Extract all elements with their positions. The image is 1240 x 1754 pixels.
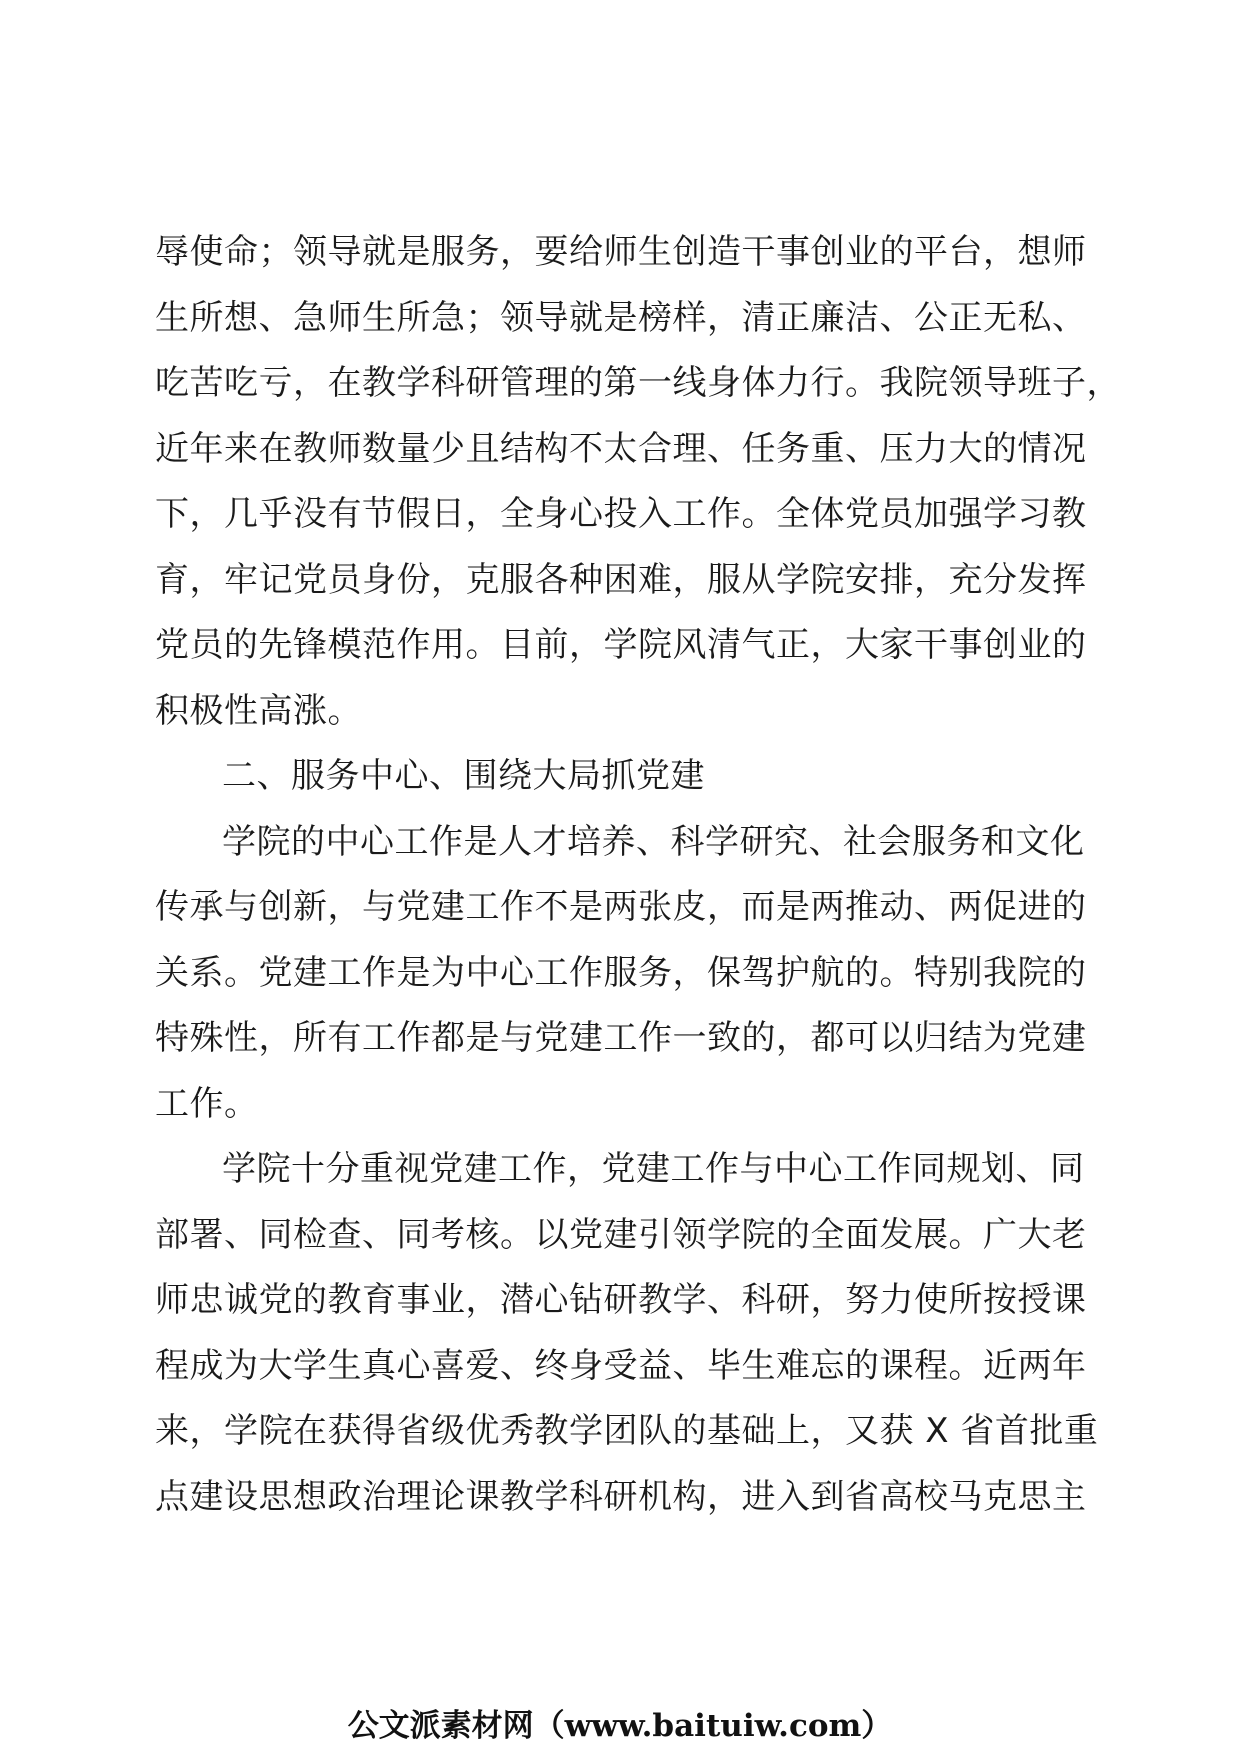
- text-line: 下，几乎没有节假日，全身心投入工作。全体党员加强学习教: [155, 494, 1087, 534]
- text-line: 生所想、急师生所急；领导就是榜样，清正廉洁、公正无私、: [155, 297, 1087, 338]
- text-line: 师忠诚党的教育事业，潜心钻研教学、科研，努力使所按授课: [155, 1280, 1087, 1320]
- text-line: 关系。党建工作是为中心工作服务，保驾护航的。特别我院的: [155, 952, 1087, 993]
- text-line: 辱使命；领导就是服务，要给师生创造干事创业的平台，想师: [155, 232, 1087, 272]
- text-line: 部署、同检查、同考核。以党建引领学院的全面发展。广大老: [155, 1214, 1087, 1255]
- document-body: [155, 220, 1121, 1530]
- text-line: 吃苦吃亏，在教学科研管理的第一线身体力行。我院领导班子，: [155, 363, 1121, 403]
- text-line: 来，学院在获得省级优秀教学团队的基础上，又获 X 省首批重: [155, 1411, 1099, 1451]
- text-line: 程成为大学生真心喜爱、终身受益、毕生难忘的课程。近两年: [155, 1345, 1087, 1386]
- text-line: 特殊性，所有工作都是与党建工作一致的，都可以归结为党建: [155, 1018, 1087, 1058]
- text-line: 积极性高涨。: [155, 690, 362, 731]
- text-line: 党员的先锋模范作用。目前，学院风清气正，大家干事创业的: [155, 625, 1087, 665]
- text-line: 点建设思想政治理论课教学科研机构，进入到省高校马克思主: [155, 1476, 1087, 1517]
- section-heading: 二、服务中心、围绕大局抓党建: [222, 756, 705, 796]
- text-line: 育，牢记党员身份，克服各种困难，服从学院安排，充分发挥: [155, 559, 1087, 600]
- text-line: 传承与创新，与党建工作不是两张皮，而是两推动、两促进的: [155, 887, 1087, 927]
- text-line: 工作。: [155, 1083, 259, 1124]
- text-line: 近年来在教师数量少且结构不太合理、任务重、压力大的情况: [155, 428, 1087, 469]
- page-footer: 公文派素材网（www.baituiw.com）: [347, 1708, 893, 1744]
- text-line: 学院的中心工作是人才培养、科学研究、社会服务和文化: [222, 821, 1085, 862]
- text-line: 学院十分重视党建工作，党建工作与中心工作同规划、同: [222, 1149, 1085, 1189]
